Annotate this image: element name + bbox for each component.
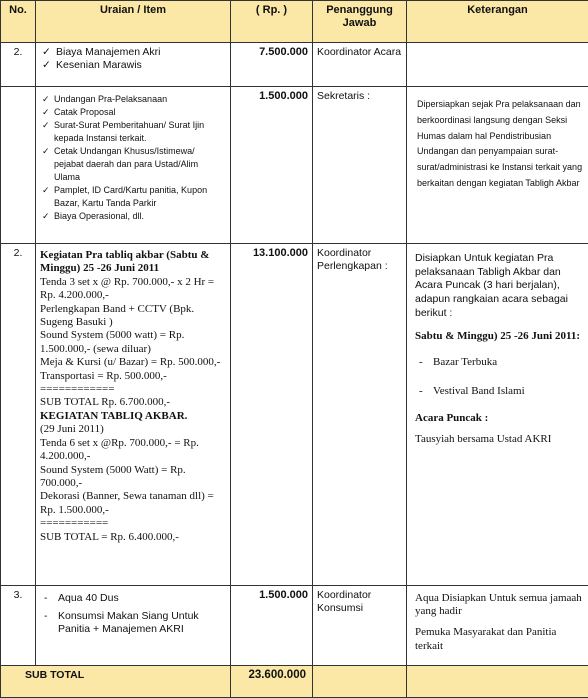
- row-no: 3.: [1, 586, 36, 666]
- header-pj: Penanggung Jawab: [313, 1, 407, 43]
- list-item: ✓ Pamplet, ID Card/Kartu panitia, Kupon Bazar, Kartu Tanda Parkir: [40, 184, 226, 210]
- list-item: - Bazar Terbuka: [415, 355, 582, 369]
- check-icon: ✓: [42, 145, 50, 158]
- list-item: - Konsumsi Makan Siang Untuk Panitia + Manajemen AKRI: [40, 610, 226, 637]
- check-icon: ✓: [42, 184, 50, 197]
- list-item: ✓ Catak Proposal: [40, 106, 226, 119]
- detail-line: (29 Juni 2011): [40, 423, 226, 436]
- header-no: No.: [1, 1, 36, 43]
- row-ket: [407, 586, 588, 666]
- row-no: 2.: [1, 43, 36, 87]
- ket-intro: Disiapkan Untuk kegiatan Pra pelaksanaan Tabligh Akbar dan Acara Puncak (3 hari berjalan), adapun rangkaian acara sebagai berikut :: [415, 252, 582, 320]
- row-pj: Koordinator Konsumsi: [313, 586, 407, 666]
- row-items: [36, 43, 231, 87]
- detail-line: Tenda 3 set x @ Rp. 700.000,- x 2 Hr = Rp. 4.200.000,-: [40, 276, 226, 303]
- dash-icon: -: [44, 592, 48, 606]
- ket-puncak: Acara Puncak :: [415, 412, 582, 425]
- total-pj-empty: [313, 666, 407, 698]
- total-ket-empty: [407, 666, 588, 698]
- header-row: [1, 1, 588, 43]
- row-ket: [407, 244, 588, 586]
- section-title-pra: Kegiatan Pra tabliq akbar (Sabtu & Minggu) 25 -26 Juni 2011: [40, 249, 226, 276]
- list-item: - Vestival Band Islami: [415, 384, 582, 398]
- dash-icon: -: [419, 384, 423, 398]
- subtotal-line: SUB TOTAL Rp. 6.700.000,-: [40, 396, 226, 409]
- check-icon: ✓: [42, 106, 50, 119]
- ket-pemuka: Pemuka Masyarakat dan Panitia terkait: [415, 626, 584, 652]
- section-title-tabliq: KEGIATAN TABLIQ AKBAR.: [40, 410, 226, 423]
- row-ket: Dipersiapkan sejak Pra pelaksanaan dan berkoordinasi langsung dengan Seksi Humas dalam hal Pendistribusian Undangan dan penyampaian surat-surat/administrasi ke Instansi terkait yang berkaitan dengan kegiatan Tabligh Akbar: [407, 87, 588, 244]
- header-rp: ( Rp. ): [231, 1, 313, 43]
- row-no: 2.: [1, 244, 36, 586]
- list-item: ✓ Biaya Operasional, dll.: [40, 210, 226, 223]
- detail-line: Meja & Kursi (u/ Bazar) = Rp. 500.000,-: [40, 356, 226, 369]
- check-icon: ✓: [42, 119, 50, 132]
- dash-icon: -: [419, 355, 423, 369]
- divider-line: ============: [40, 383, 226, 396]
- row-items: [36, 244, 231, 586]
- row-pj: Koordinator Perlengkapan :: [313, 244, 407, 586]
- row-pj: Koordinator Acara: [313, 43, 407, 87]
- ket-tausiyah: Tausyiah bersama Ustad AKRI: [415, 433, 582, 446]
- table-row: [1, 586, 588, 666]
- row-pj: Sekretaris :: [313, 87, 407, 244]
- header-ket: Keterangan: [407, 1, 588, 43]
- list-item: ✓ Surat-Surat Pemberitahuan/ Surat Ijin kepada Instansi terkait.: [40, 119, 226, 145]
- row-items: [36, 586, 231, 666]
- row-no: [1, 87, 36, 244]
- detail-line: Perlengkapan Band + CCTV (Bpk. Sugeng Basuki ): [40, 303, 226, 330]
- row-amount: 1.500.000: [231, 586, 313, 666]
- subtotal-line: SUB TOTAL = Rp. 6.400.000,-: [40, 531, 226, 544]
- detail-line: Tenda 6 set x @Rp. 700.000,- = Rp. 4.200.000,-: [40, 437, 226, 464]
- check-icon: ✓: [42, 46, 51, 59]
- table-row: [1, 43, 588, 87]
- list-item: ✓ Undangan Pra-Pelaksanaan: [40, 93, 226, 106]
- divider-line: ===========: [40, 517, 226, 530]
- row-items: [36, 87, 231, 244]
- detail-line: Sound System (5000 watt) = Rp. 1.500.000,- (sewa diluar): [40, 329, 226, 356]
- ket-aqua: Aqua Disiapkan Untuk semua jamaah yang hadir: [415, 592, 584, 618]
- list-item: - Aqua 40 Dus: [40, 592, 226, 606]
- total-amount: 23.600.000: [231, 666, 313, 698]
- total-label: SUB TOTAL: [1, 666, 231, 698]
- list-item: ✓ Kesenian Marawis: [40, 59, 226, 72]
- list-item: ✓ Cetak Undangan Khusus/Istimewa/ pejabat daerah dan para Ustad/Alim Ulama: [40, 145, 226, 184]
- check-icon: ✓: [42, 59, 51, 72]
- detail-line: Sound System (5000 Watt) = Rp. 700.000,-: [40, 464, 226, 491]
- header-item: Uraian / Item: [36, 1, 231, 43]
- detail-line: Transportasi = Rp. 500.000,-: [40, 370, 226, 383]
- list-item: ✓ Biaya Manajemen Akri: [40, 46, 226, 59]
- detail-line: Dekorasi (Banner, Sewa tanaman dll) = Rp. 1.500.000,-: [40, 490, 226, 517]
- check-icon: ✓: [42, 210, 50, 223]
- table-row: [1, 87, 588, 244]
- check-icon: ✓: [42, 93, 50, 106]
- ket-date: Sabtu & Minggu) 25 -26 Juni 2011:: [415, 330, 582, 343]
- row-amount: 1.500.000: [231, 87, 313, 244]
- dash-icon: -: [44, 610, 48, 624]
- table-row: [1, 244, 588, 586]
- total-row: [1, 666, 588, 698]
- row-amount: 13.100.000: [231, 244, 313, 586]
- row-ket: [407, 43, 588, 87]
- row-amount: 7.500.000: [231, 43, 313, 87]
